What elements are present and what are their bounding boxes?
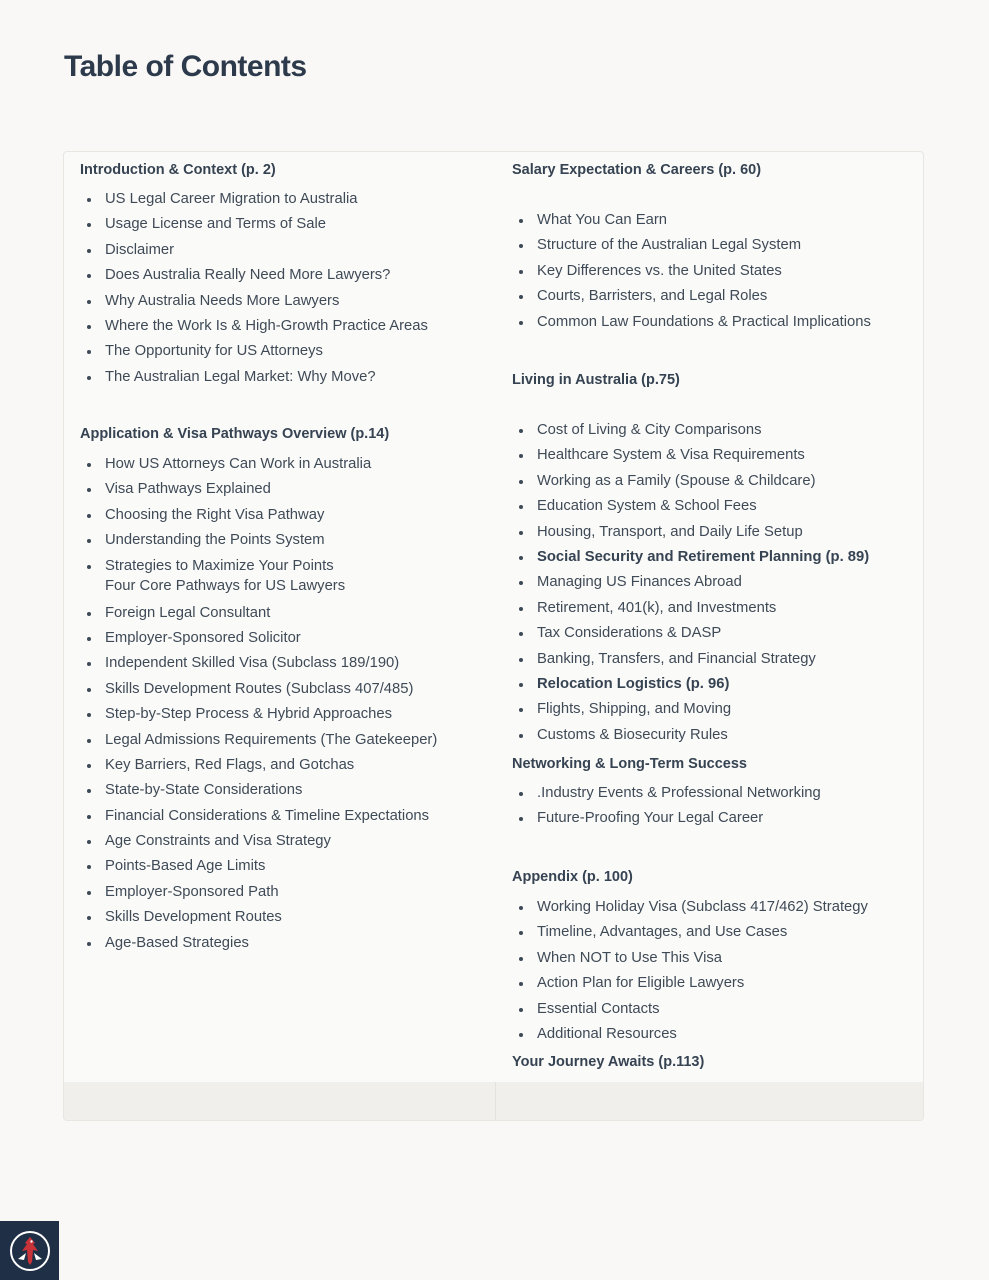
section-heading-living: Living in Australia (p.75): [512, 372, 680, 388]
toc-item: The Australian Legal Market: Why Move?: [80, 367, 428, 392]
toc-item-subheading: Social Security and Retirement Planning (p. 89): [512, 547, 869, 572]
toc-item: Working Holiday Visa (Subclass 417/462) Strategy: [512, 897, 868, 922]
toc-item: Age-Based Strategies: [80, 933, 437, 958]
section-list-appendix: [512, 897, 868, 1049]
toc-item: Banking, Transfers, and Financial Strategy: [512, 649, 869, 674]
toc-item: Where the Work Is & High-Growth Practice Areas: [80, 316, 428, 341]
toc-item: Flights, Shipping, and Moving: [512, 699, 869, 724]
toc-item: .Industry Events & Professional Networking: [512, 783, 821, 808]
toc-item: How US Attorneys Can Work in Australia: [80, 454, 437, 479]
toc-item: Skills Development Routes (Subclass 407/485): [80, 679, 437, 704]
toc-item: Additional Resources: [512, 1024, 868, 1049]
logo: [0, 1221, 59, 1280]
toc-footer-row: [64, 1082, 923, 1120]
toc-item: Employer-Sponsored Path: [80, 882, 437, 907]
toc-item: Tax Considerations & DASP: [512, 623, 869, 648]
toc-item: Working as a Family (Spouse & Childcare): [512, 471, 869, 496]
toc-item: Future-Proofing Your Legal Career: [512, 808, 821, 833]
toc-item: Key Differences vs. the United States: [512, 261, 871, 286]
section-heading-introduction: Introduction & Context (p. 2): [80, 162, 276, 178]
toc-item: Education System & School Fees: [512, 496, 869, 521]
toc-item: Cost of Living & City Comparisons: [512, 420, 869, 445]
section-list-visa-pathways: [80, 454, 437, 958]
toc-item: Action Plan for Eligible Lawyers: [512, 973, 868, 998]
toc-item: Understanding the Points System: [80, 530, 437, 555]
toc-item: Timeline, Advantages, and Use Cases: [512, 922, 868, 947]
toc-item-subheading: Relocation Logistics (p. 96): [512, 674, 869, 699]
toc-item: Foreign Legal Consultant: [80, 603, 437, 628]
toc-item: Retirement, 401(k), and Investments: [512, 598, 869, 623]
section-list-networking: [512, 783, 821, 834]
toc-item: US Legal Career Migration to Australia: [80, 189, 428, 214]
section-list-living: [512, 420, 869, 750]
toc-item: Housing, Transport, and Daily Life Setup: [512, 522, 869, 547]
section-list-salary: [512, 210, 871, 337]
toc-item: Disclaimer: [80, 240, 428, 265]
toc-item: Managing US Finances Abroad: [512, 572, 869, 597]
toc-item: Points-Based Age Limits: [80, 856, 437, 881]
toc-item: Step-by-Step Process & Hybrid Approaches: [80, 704, 437, 729]
section-list-introduction: [80, 189, 428, 392]
toc-item: Visa Pathways Explained: [80, 479, 437, 504]
section-heading-salary: Salary Expectation & Careers (p. 60): [512, 162, 762, 178]
section-heading-appendix: Appendix (p. 100): [512, 869, 633, 885]
eagle-emblem-icon: [8, 1229, 52, 1273]
toc-item: Legal Admissions Requirements (The Gatekeeper): [80, 730, 437, 755]
toc-item: Customs & Biosecurity Rules: [512, 725, 869, 750]
toc-item: The Opportunity for US Attorneys: [80, 341, 428, 366]
page-title: Table of Contents: [64, 50, 307, 83]
toc-item: What You Can Earn: [512, 210, 871, 235]
toc-footer-cell: [64, 1082, 495, 1120]
toc-item: [80, 556, 437, 603]
toc-item: Key Barriers, Red Flags, and Gotchas: [80, 755, 437, 780]
section-heading-visa-pathways: Application & Visa Pathways Overview (p.14): [80, 426, 390, 442]
toc-item: Structure of the Australian Legal System: [512, 235, 871, 260]
toc-item: Essential Contacts: [512, 999, 868, 1024]
toc-item: Age Constraints and Visa Strategy: [80, 831, 437, 856]
toc-item: Skills Development Routes: [80, 907, 437, 932]
toc-item: Employer-Sponsored Solicitor: [80, 628, 437, 653]
toc-item: Financial Considerations & Timeline Expectations: [80, 806, 437, 831]
toc-item: Does Australia Really Need More Lawyers?: [80, 265, 428, 290]
toc-item: Courts, Barristers, and Legal Roles: [512, 286, 871, 311]
toc-item: Why Australia Needs More Lawyers: [80, 291, 428, 316]
toc-item: Healthcare System & Visa Requirements: [512, 445, 869, 470]
toc-item: Choosing the Right Visa Pathway: [80, 505, 437, 530]
toc-item-text: Strategies to Maximize Your Points: [105, 557, 334, 574]
toc-item: State-by-State Considerations: [80, 780, 437, 805]
section-heading-networking: Networking & Long-Term Success: [512, 756, 747, 772]
toc-item: Usage License and Terms of Sale: [80, 214, 428, 239]
toc-item: When NOT to Use This Visa: [512, 948, 868, 973]
toc-item: Independent Skilled Visa (Subclass 189/190): [80, 653, 437, 678]
toc-item-continuation: Four Core Pathways for US Lawyers: [105, 577, 346, 594]
toc-footer-cell: [495, 1082, 923, 1120]
toc-table: [63, 151, 924, 1121]
section-heading-journey: Your Journey Awaits (p.113): [512, 1054, 705, 1070]
toc-item: Common Law Foundations & Practical Implications: [512, 312, 871, 337]
